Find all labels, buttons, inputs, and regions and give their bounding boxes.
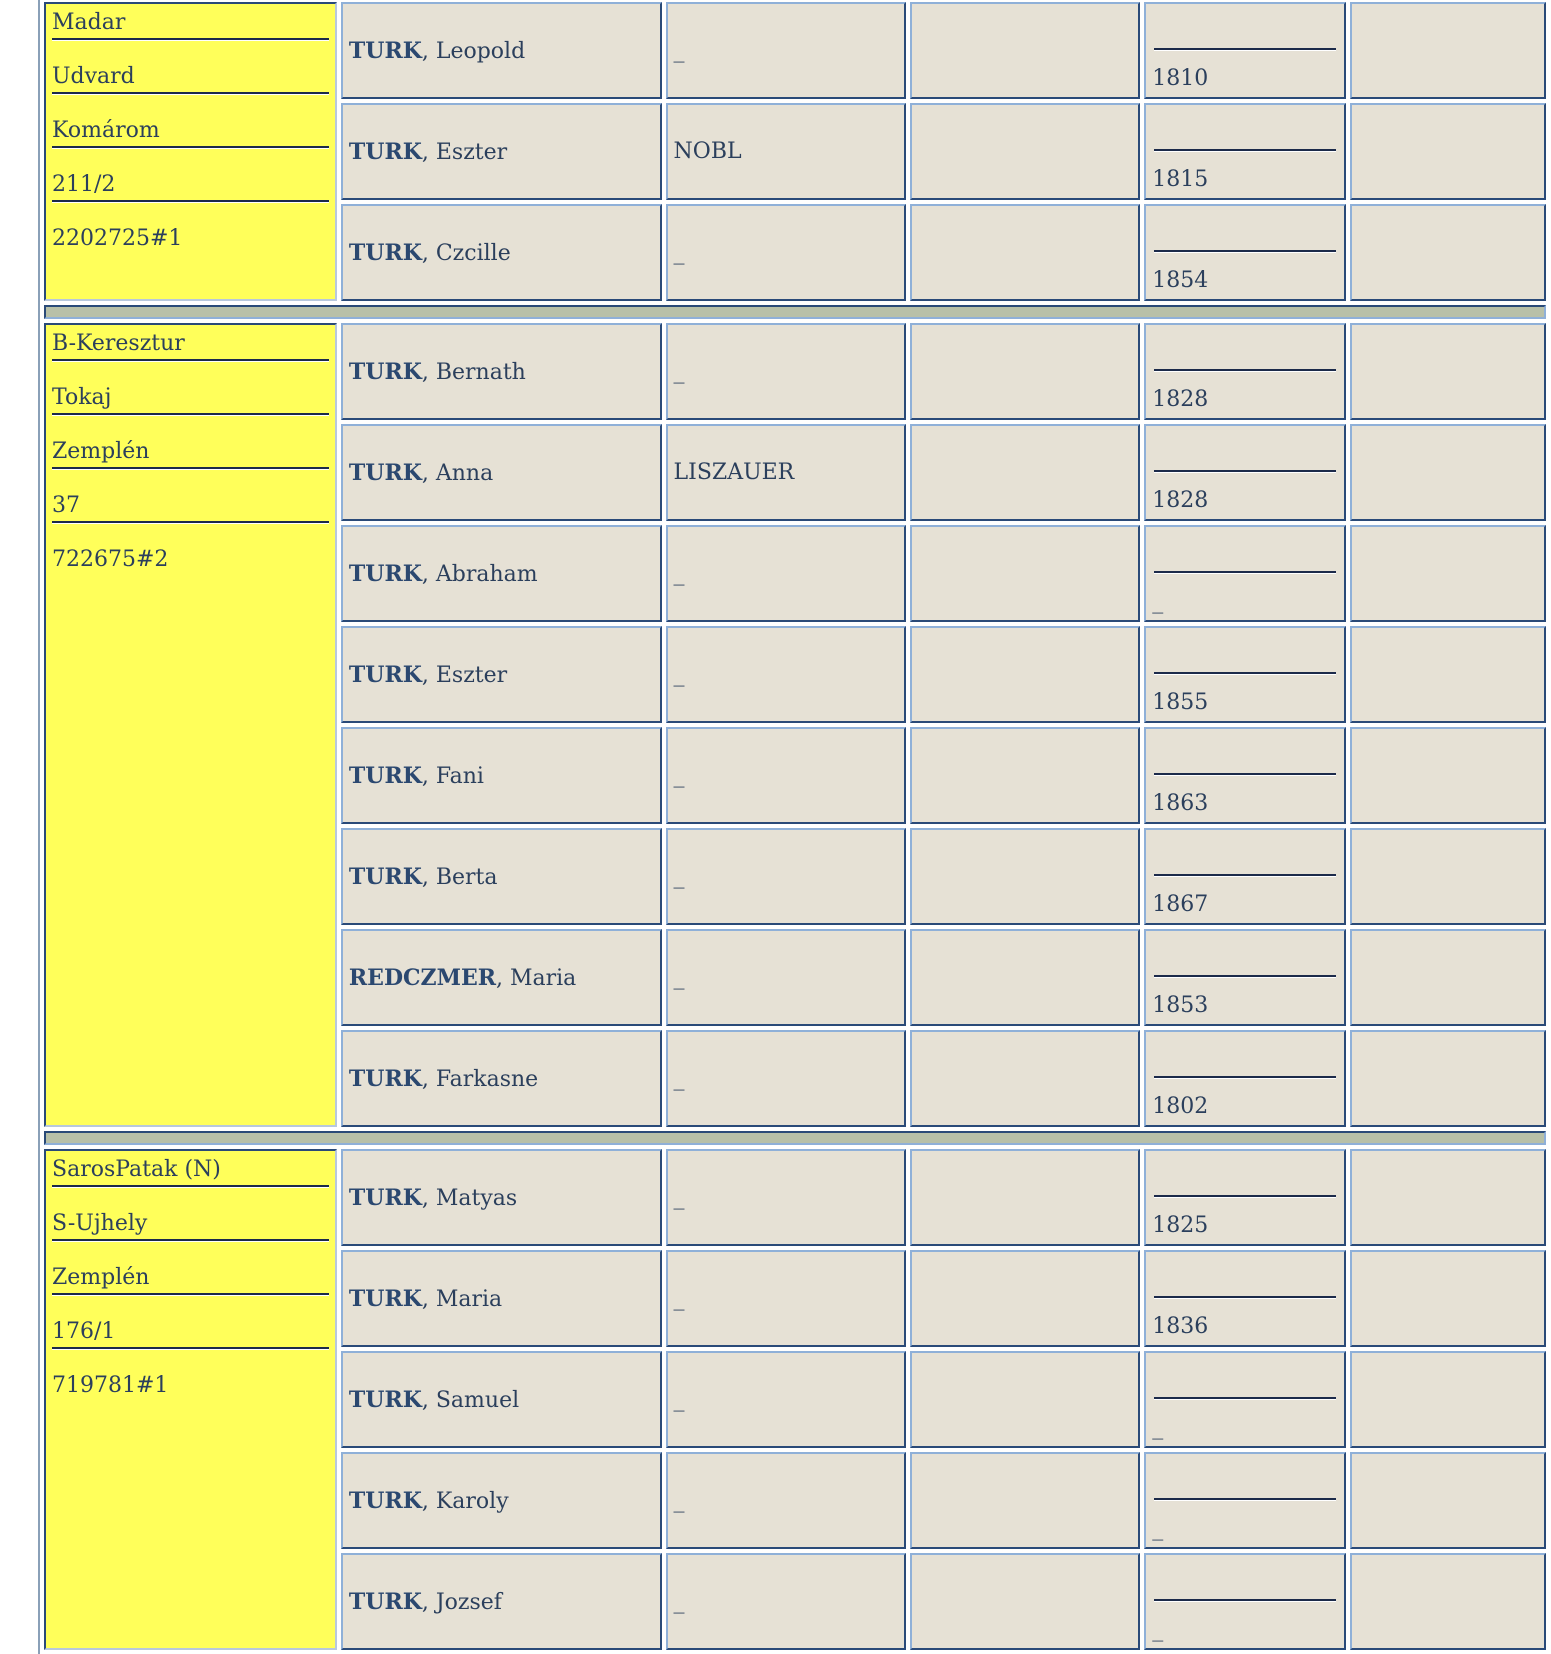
- empty-cell: [1350, 1149, 1546, 1246]
- census-frame: [38, 0, 1551, 1654]
- status-cell: [666, 929, 906, 1026]
- given-name: , Jozsef: [421, 1589, 502, 1615]
- status-value: _: [673, 1387, 685, 1412]
- status-value: _: [673, 763, 685, 788]
- given-name: , Eszter: [421, 139, 508, 165]
- year-cell: [1144, 204, 1345, 301]
- empty-cell: [1350, 727, 1546, 824]
- name-cell: [341, 1250, 662, 1347]
- year-cell: [1144, 525, 1345, 622]
- name-cell: [341, 1452, 662, 1549]
- given-name: , Matyas: [421, 1185, 518, 1211]
- given-name: , Anna: [421, 460, 494, 486]
- birth-year: 1810: [1152, 66, 1209, 91]
- status-value: _: [673, 1185, 685, 1210]
- birth-year: _: [1152, 589, 1164, 614]
- empty-cell: [910, 1030, 1140, 1127]
- surname: REDCZMER: [348, 964, 496, 991]
- name-cell: [341, 1553, 662, 1650]
- status-cell: [666, 323, 906, 420]
- year-cell: [1144, 626, 1345, 723]
- given-name: , Samuel: [421, 1387, 520, 1413]
- empty-cell: [910, 727, 1140, 824]
- empty-cell: [1350, 424, 1546, 521]
- empty-cell: [1350, 204, 1546, 301]
- surname: TURK: [348, 1065, 422, 1092]
- name-cell: [341, 424, 662, 521]
- surname: TURK: [348, 239, 422, 266]
- empty-cell: [1350, 525, 1546, 622]
- status-value: _: [673, 662, 685, 687]
- name-cell: [341, 828, 662, 925]
- given-name: , Czcille: [421, 240, 511, 266]
- empty-cell: [1350, 1250, 1546, 1347]
- year-divider: [1154, 628, 1335, 674]
- empty-cell: [910, 1452, 1140, 1549]
- year-divider: [1154, 1151, 1335, 1197]
- year-cell: [1144, 727, 1345, 824]
- census-table: [40, 0, 1550, 1654]
- year-cell: [1144, 1250, 1345, 1347]
- birth-year: 1863: [1152, 791, 1209, 816]
- place-line: Zemplén: [52, 1263, 329, 1295]
- birth-year: 1828: [1152, 387, 1209, 412]
- surname: TURK: [348, 358, 422, 385]
- name-cell: [341, 727, 662, 824]
- place-line: Madar: [52, 8, 329, 40]
- year-divider: [1154, 729, 1335, 775]
- status-value: LISZAUER: [673, 460, 795, 485]
- surname: TURK: [348, 459, 422, 486]
- name-cell: [341, 525, 662, 622]
- year-divider: [1154, 527, 1335, 573]
- year-divider: [1154, 931, 1335, 977]
- place-line: Tokaj: [52, 383, 329, 415]
- surname: TURK: [348, 1487, 422, 1514]
- status-value: _: [673, 1286, 685, 1311]
- place-line: B-Keresztur: [52, 329, 329, 361]
- empty-cell: [910, 929, 1140, 1026]
- status-cell: [666, 424, 906, 521]
- status-cell: [666, 1351, 906, 1448]
- birth-year: 1853: [1152, 993, 1209, 1018]
- status-cell: [666, 1553, 906, 1650]
- status-cell: [666, 204, 906, 301]
- status-cell: [666, 1250, 906, 1347]
- empty-cell: [910, 323, 1140, 420]
- empty-cell: [1350, 1030, 1546, 1127]
- empty-cell: [1350, 103, 1546, 200]
- place-line: 37: [52, 491, 329, 523]
- name-cell: [341, 323, 662, 420]
- surname: TURK: [348, 762, 422, 789]
- name-cell: [341, 1351, 662, 1448]
- given-name: , Abraham: [421, 561, 538, 587]
- given-name: , Leopold: [421, 38, 526, 64]
- surname: TURK: [348, 1588, 422, 1615]
- status-value: _: [673, 965, 685, 990]
- place-line: S-Ujhely: [52, 1209, 329, 1241]
- empty-cell: [1350, 929, 1546, 1026]
- empty-cell: [910, 626, 1140, 723]
- empty-cell: [910, 1553, 1140, 1650]
- status-cell: [666, 2, 906, 99]
- empty-cell: [910, 525, 1140, 622]
- table-row: [44, 2, 1546, 99]
- empty-cell: [910, 204, 1140, 301]
- empty-cell: [1350, 1553, 1546, 1650]
- given-name: , Bernath: [421, 359, 526, 385]
- empty-cell: [910, 1149, 1140, 1246]
- surname: TURK: [348, 560, 422, 587]
- year-divider: [1154, 206, 1335, 252]
- year-divider: [1154, 830, 1335, 876]
- surname: TURK: [348, 661, 422, 688]
- birth-year: 1802: [1152, 1094, 1209, 1119]
- given-name: , Farkasne: [421, 1066, 539, 1092]
- status-cell: [666, 103, 906, 200]
- given-name: , Eszter: [421, 662, 508, 688]
- year-divider: [1154, 105, 1335, 151]
- status-cell: [666, 525, 906, 622]
- year-divider: [1154, 1353, 1335, 1399]
- year-cell: [1144, 323, 1345, 420]
- status-value: _: [673, 1488, 685, 1513]
- name-cell: [341, 1149, 662, 1246]
- year-divider: [1154, 1032, 1335, 1078]
- birth-year: _: [1152, 1516, 1164, 1541]
- status-value: _: [673, 240, 685, 265]
- year-divider: [1154, 426, 1335, 472]
- year-cell: [1144, 828, 1345, 925]
- surname: TURK: [348, 1285, 422, 1312]
- empty-cell: [910, 1351, 1140, 1448]
- surname: TURK: [348, 1386, 422, 1413]
- year-cell: [1144, 1452, 1345, 1549]
- name-cell: [341, 1030, 662, 1127]
- empty-cell: [910, 103, 1140, 200]
- name-cell: [341, 626, 662, 723]
- table-row: [44, 323, 1546, 420]
- birth-year: 1867: [1152, 892, 1209, 917]
- name-cell: [341, 103, 662, 200]
- status-cell: [666, 626, 906, 723]
- status-cell: [666, 1030, 906, 1127]
- group-separator-row: [44, 1131, 1546, 1145]
- place-record-id: 719781#1: [52, 1373, 169, 1398]
- empty-cell: [910, 828, 1140, 925]
- given-name: , Fani: [421, 763, 484, 789]
- year-cell: [1144, 1030, 1345, 1127]
- empty-cell: [1350, 1452, 1546, 1549]
- birth-year: _: [1152, 1617, 1164, 1642]
- surname: TURK: [348, 37, 422, 64]
- empty-cell: [910, 1250, 1140, 1347]
- place-line: SarosPatak (N): [52, 1155, 329, 1187]
- year-cell: [1144, 103, 1345, 200]
- status-value: _: [673, 1589, 685, 1614]
- census-body: [44, 0, 1546, 1650]
- year-cell: [1144, 424, 1345, 521]
- surname: TURK: [348, 138, 422, 165]
- status-cell: [666, 828, 906, 925]
- year-divider: [1154, 4, 1335, 50]
- empty-cell: [1350, 323, 1546, 420]
- place-line: 211/2: [52, 170, 329, 202]
- status-cell: [666, 727, 906, 824]
- status-value: _: [673, 359, 685, 384]
- surname: TURK: [348, 863, 422, 890]
- birth-year: 1825: [1152, 1213, 1209, 1238]
- year-cell: [1144, 1351, 1345, 1448]
- status-value: _: [673, 1066, 685, 1091]
- place-cell: [44, 2, 337, 301]
- birth-year: 1828: [1152, 488, 1209, 513]
- empty-cell: [1350, 828, 1546, 925]
- table-row: [44, 1149, 1546, 1246]
- status-value: _: [673, 864, 685, 889]
- place-line: Udvard: [52, 62, 329, 94]
- place-record-id: 722675#2: [52, 547, 169, 572]
- name-cell: [341, 2, 662, 99]
- birth-year: 1854: [1152, 268, 1209, 293]
- status-value: _: [673, 561, 685, 586]
- place-line: Zemplén: [52, 437, 329, 469]
- place-cell: [44, 323, 337, 1127]
- empty-cell: [1350, 2, 1546, 99]
- year-cell: [1144, 929, 1345, 1026]
- year-divider: [1154, 1454, 1335, 1500]
- year-cell: [1144, 1553, 1345, 1650]
- separator-cell: [44, 1131, 1546, 1145]
- separator-cell: [44, 305, 1546, 319]
- year-cell: [1144, 2, 1345, 99]
- year-cell: [1144, 1149, 1345, 1246]
- status-cell: [666, 1149, 906, 1246]
- status-value: NOBL: [673, 139, 742, 164]
- given-name: , Maria: [421, 1286, 503, 1312]
- status-value: _: [673, 38, 685, 63]
- birth-year: 1815: [1152, 167, 1209, 192]
- empty-cell: [910, 2, 1140, 99]
- year-divider: [1154, 1555, 1335, 1601]
- place-line: Komárom: [52, 116, 329, 148]
- group-separator-row: [44, 305, 1546, 319]
- birth-year: 1836: [1152, 1314, 1209, 1339]
- year-divider: [1154, 1252, 1335, 1298]
- place-record-id: 2202725#1: [52, 226, 183, 251]
- place-line: 176/1: [52, 1317, 329, 1349]
- given-name: , Berta: [421, 864, 498, 890]
- given-name: , Maria: [496, 965, 577, 991]
- status-cell: [666, 1452, 906, 1549]
- place-cell: [44, 1149, 337, 1650]
- empty-cell: [910, 424, 1140, 521]
- given-name: , Karoly: [421, 1488, 509, 1514]
- name-cell: [341, 929, 662, 1026]
- surname: TURK: [348, 1184, 422, 1211]
- birth-year: _: [1152, 1415, 1164, 1440]
- empty-cell: [1350, 626, 1546, 723]
- empty-cell: [1350, 1351, 1546, 1448]
- name-cell: [341, 204, 662, 301]
- year-divider: [1154, 325, 1335, 371]
- birth-year: 1855: [1152, 690, 1209, 715]
